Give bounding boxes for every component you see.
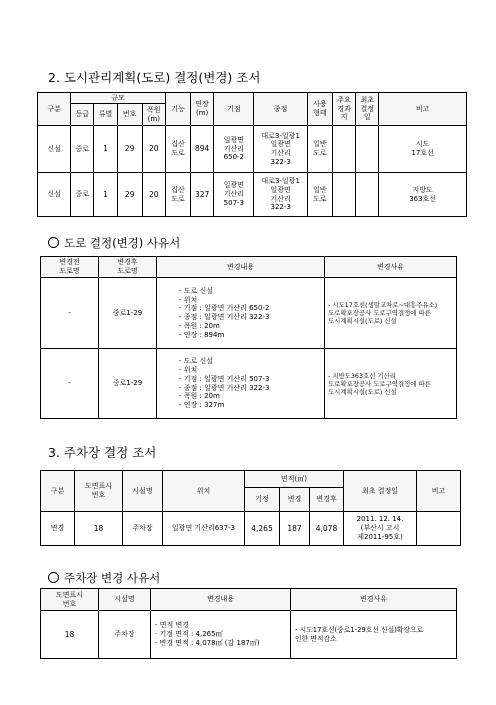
road-reasons-heading: 도로 결정(변경) 사유서 bbox=[48, 235, 180, 251]
cell-first-decision: 2011. 12. 14. (부산시 고시 제2011-95호) bbox=[344, 512, 417, 546]
cell-width: 20 bbox=[142, 173, 165, 217]
header-start: 기점 bbox=[214, 93, 254, 126]
header-remarks: 비고 bbox=[379, 93, 467, 126]
header-existing: 기정 bbox=[245, 488, 280, 512]
header-division: 구분 bbox=[38, 93, 71, 126]
table-row bbox=[41, 611, 457, 659]
cell-main-route bbox=[333, 173, 356, 217]
cell-width: 20 bbox=[142, 126, 165, 173]
table-row bbox=[38, 126, 467, 173]
header-after: 변경후 bbox=[310, 488, 344, 512]
cell-usage: 일반 도로 bbox=[307, 126, 332, 173]
header-first-decision: 최초 결정 일 bbox=[356, 93, 379, 126]
header-function: 기능 bbox=[165, 93, 190, 126]
header-first-decision: 최초 결정일 bbox=[344, 471, 417, 512]
cell-after: 4,078 bbox=[310, 512, 344, 546]
cell-after-road: 중로1-29 bbox=[99, 278, 157, 349]
header-number: 번호 bbox=[117, 104, 142, 126]
cell-division: 변경 bbox=[41, 512, 75, 546]
cell-content: - 면적 변경 · 기정 면적 : 4,265㎡ · 변경 면적 : 4,078㎡ (감 187㎡) bbox=[151, 611, 291, 659]
cell-function: 집산 도로 bbox=[165, 173, 190, 217]
header-map-number: 도면표시 번호 bbox=[41, 589, 99, 611]
cell-first-decision bbox=[356, 126, 379, 173]
cell-main-route bbox=[333, 126, 356, 173]
parking-reasons-table bbox=[40, 588, 457, 659]
header-usage: 사용 형태 bbox=[307, 93, 332, 126]
cell-start: 일광면 기산리 507-3 bbox=[214, 173, 254, 217]
parking-reasons-heading: 주차장 변경 사유서 bbox=[48, 570, 160, 586]
cell-facility: 주차장 bbox=[123, 512, 163, 546]
cell-class: 1 bbox=[94, 126, 117, 173]
cell-grade: 중로 bbox=[71, 173, 94, 217]
header-after-road: 변경후 도로명 bbox=[99, 257, 157, 278]
cell-division: 신설 bbox=[38, 173, 71, 217]
header-width: 폭원 (m) bbox=[142, 104, 165, 126]
cell-reason: - 시도17호선(중로1-29호선 신설)확장으로 인한 면적감소 bbox=[291, 611, 457, 659]
cell-remarks: 시도 17호선 bbox=[379, 126, 467, 173]
header-scale: 규모 bbox=[71, 93, 166, 104]
cell-remarks: 지방도 363호선 bbox=[379, 173, 467, 217]
cell-content: - 도로 신설 - 위치 - 기점 : 일광면 기산리 650-2 - 종점 : 일광면 기산리 322-3 - 폭원 : 20m - 연장 : 894m bbox=[157, 278, 325, 349]
header-reason: 변경사유 bbox=[325, 257, 457, 278]
header-facility: 시설명 bbox=[99, 589, 151, 611]
header-division: 구분 bbox=[41, 471, 75, 512]
cell-first-decision bbox=[356, 173, 379, 217]
circle-bullet-icon bbox=[48, 572, 59, 583]
cell-before-road: - bbox=[41, 278, 99, 349]
section2-heading: 2. 도시관리계획(도로) 결정(변경) 조서 bbox=[48, 70, 261, 85]
cell-length: 894 bbox=[191, 126, 214, 173]
cell-facility: 주차장 bbox=[99, 611, 151, 659]
table-row bbox=[41, 512, 461, 546]
cell-location: 일광면 기산리637-3 bbox=[163, 512, 245, 546]
cell-map-number: 18 bbox=[75, 512, 123, 546]
header-area: 면적(㎡) bbox=[245, 471, 344, 488]
table-row bbox=[38, 173, 467, 217]
header-end: 종점 bbox=[254, 93, 307, 126]
cell-existing: 4,265 bbox=[245, 512, 280, 546]
cell-content: - 도로 신설 - 위치 - 기점 : 일광면 기산리 507-3 - 종점 : 일광면 기산리 322-3 - 폭원 : 20m - 연장 : 327m bbox=[157, 349, 325, 419]
cell-after-road: 중로1-29 bbox=[99, 349, 157, 419]
cell-division: 신설 bbox=[38, 126, 71, 173]
parking-decision-table bbox=[40, 470, 461, 546]
cell-reason: - 지방도363호선 기산리 도로확포장공사 도로구역결정에 따른 도시계획시설(도로) 신설 bbox=[325, 349, 457, 419]
cell-class: 1 bbox=[94, 173, 117, 217]
header-map-number: 도면표시 번호 bbox=[75, 471, 123, 512]
cell-end: 대로3-일광1 일광면 기산리 322-3 bbox=[254, 126, 307, 173]
table-row bbox=[41, 349, 457, 419]
cell-end: 대로3-일광1 일광면 기산리 322-3 bbox=[254, 173, 307, 217]
cell-number: 29 bbox=[117, 126, 142, 173]
cell-usage: 일반 도로 bbox=[307, 173, 332, 217]
cell-remarks bbox=[417, 512, 461, 546]
cell-start: 일광면 기산리 650-2 bbox=[214, 126, 254, 173]
header-main-route: 주요 경과 지 bbox=[333, 93, 356, 126]
road-decision-table bbox=[37, 92, 467, 217]
header-facility: 시설명 bbox=[123, 471, 163, 512]
cell-map-number: 18 bbox=[41, 611, 99, 659]
section3-heading: 3. 주차장 결정 조서 bbox=[48, 445, 157, 460]
header-remarks: 비고 bbox=[417, 471, 461, 512]
cell-before-road: - bbox=[41, 349, 99, 419]
header-class: 류별 bbox=[94, 104, 117, 126]
header-content: 변경내용 bbox=[157, 257, 325, 278]
cell-reason: - 시도17호선(생말교차로~대흥주유소) 도로확포장공사 도로구역결정에 따른 도시계획시설(도로) 신설 bbox=[325, 278, 457, 349]
cell-length: 327 bbox=[191, 173, 214, 217]
header-length: 연장 (m) bbox=[191, 93, 214, 126]
header-location: 위치 bbox=[163, 471, 245, 512]
table-row bbox=[41, 278, 457, 349]
header-change: 변경 bbox=[280, 488, 310, 512]
cell-function: 집산 도로 bbox=[165, 126, 190, 173]
cell-number: 29 bbox=[117, 173, 142, 217]
cell-grade: 중로 bbox=[71, 126, 94, 173]
header-content: 변경내용 bbox=[151, 589, 291, 611]
road-reasons-table bbox=[40, 256, 457, 419]
header-before-road: 변경전 도로명 bbox=[41, 257, 99, 278]
header-reason: 변경사유 bbox=[291, 589, 457, 611]
header-grade: 등급 bbox=[71, 104, 94, 126]
cell-change: 187 bbox=[280, 512, 310, 546]
circle-bullet-icon bbox=[48, 237, 59, 248]
